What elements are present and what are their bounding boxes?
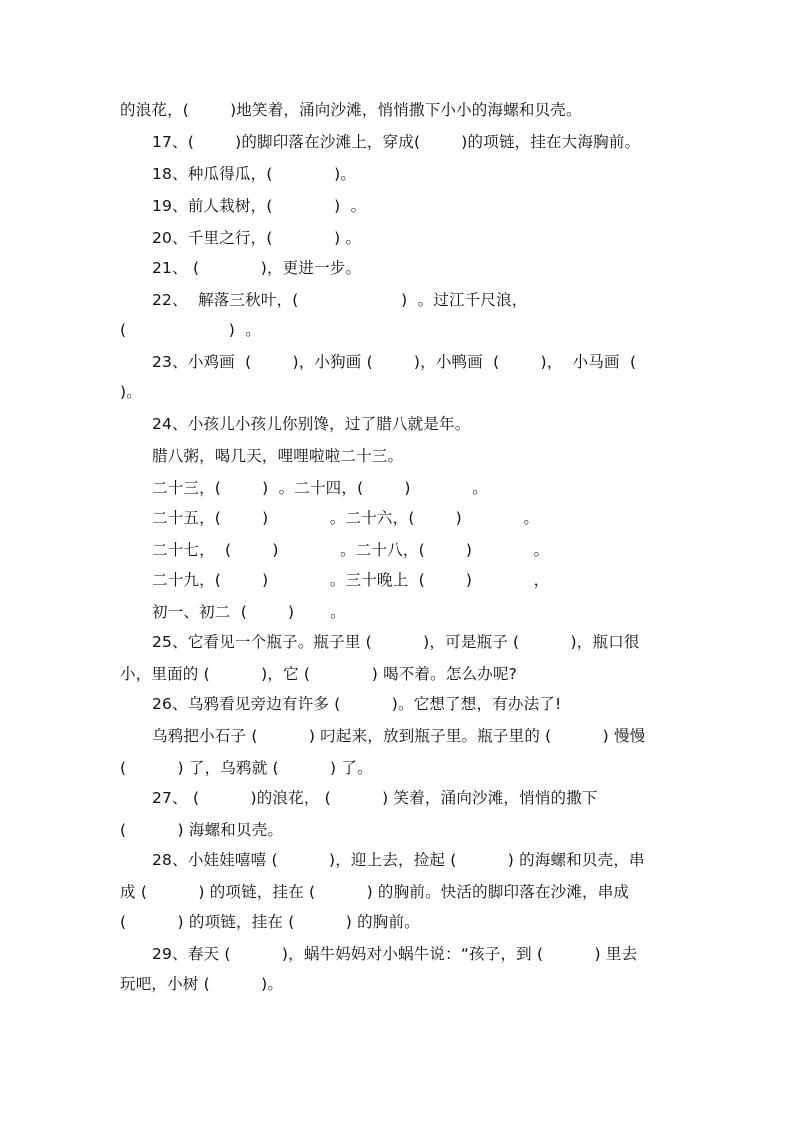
question-27-continued: ( ) 海螺和贝壳。 [120,821,284,839]
question-24-line: 二十三，( ) 。二十四，( ) 。 [152,479,488,497]
question-17: 17、( )的脚印落在沙滩上，穿成( )的项链，挂在大海胸前。 [152,133,641,151]
question-25-continued: 小，里面的 ( )，它 ( ) 喝不着。怎么办呢? [120,665,518,683]
question-26-line: 乌鸦把小石子 ( ) 叼起来，放到瓶子里。瓶子里的 ( ) 慢慢 [152,727,646,745]
question-18: 18、种瓜得瓜，( )。 [152,165,357,183]
question-22: 22、 解落三秋叶，( ) 。过江千尺浪， [152,291,528,309]
question-24-line: 初一、初二 ( ) 。 [152,603,346,621]
question-26: 26、乌鸦看见旁边有许多 ( )。它想了想，有办法了! [152,695,562,713]
question-26-continued: ( ) 了，乌鸦就 ( ) 了。 [120,759,373,777]
question-20: 20、千里之行，( ) 。 [152,229,362,247]
question-28-continued: 成 ( ) 的项链，挂在 ( ) 的胸前。快活的脚印落在沙滩，串成 [120,883,630,901]
question-24-line: 二十七， ( ) 。二十八，( ) 。 [152,541,550,559]
question-28: 28、小娃娃嘻嘻 ( )，迎上去，捡起 ( ) 的海螺和贝壳，串 [152,851,645,869]
question-22-continued: ( ) 。 [120,321,261,339]
question-25: 25、它看见一个瓶子。瓶子里 ( )，可是瓶子 ( )，瓶口很 [152,633,640,651]
question-28-continued: ( ) 的项链，挂在 ( ) 的胸前。 [120,913,420,931]
question-24-line: 二十九，( ) 。三十晚上 ( ) ， [152,571,550,589]
question-27: 27、 ( )的浪花， ( ) 笑着，涌向沙滩，悄悄的撒下 [152,789,598,807]
question-19: 19、前人栽树，( ) 。 [152,197,367,215]
question-21: 21、 ( )，更进一步。 [152,259,362,277]
question-23: 23、小鸡画 ( )，小狗画 ( )，小鸭画 ( )， 小马画 ( [152,353,637,371]
question-24-line: 二十五，( ) 。二十六，( ) 。 [152,509,540,527]
question-29-continued: 玩吧，小树 ( )。 [120,975,284,993]
text-line: 的浪花，( )地笑着，涌向沙滩，悄悄撒下小小的海螺和贝壳。 [120,101,582,119]
question-23-continued: )。 [120,383,142,401]
question-24: 24、小孩儿小孩儿你别馋，过了腊八就是年。 [152,415,471,433]
question-24-line: 腊八粥，喝几天，哩哩啦啦二十三。 [152,447,404,465]
question-29: 29、春天 ( )，蜗牛妈妈对小蜗牛说：“孩子，到 ( ) 里去 [152,945,638,963]
